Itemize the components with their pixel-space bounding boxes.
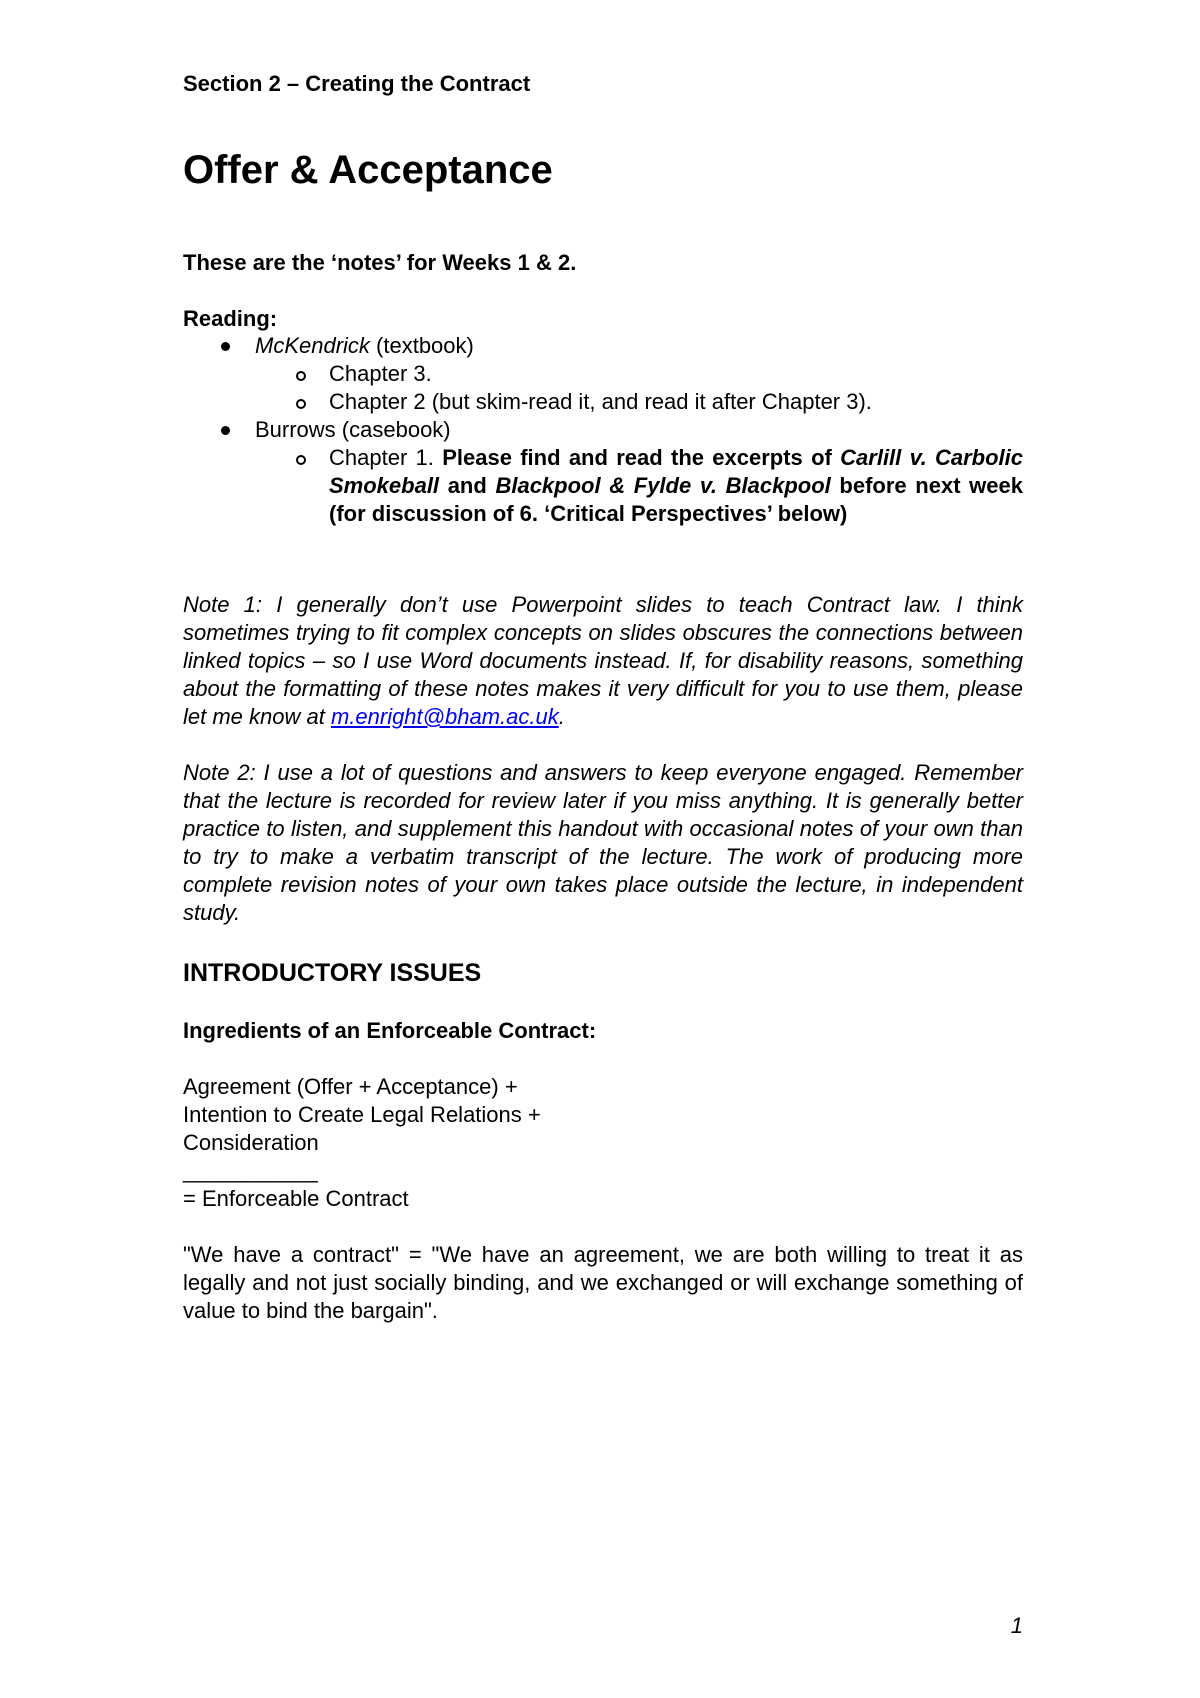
reading-list — [183, 332, 1023, 528]
section-heading: INTRODUCTORY ISSUES — [183, 959, 482, 987]
chapter-text: Chapter 3. — [329, 361, 432, 386]
case-name: Carlill v. Carbolic Smokeball — [329, 445, 1024, 498]
bullet-icon — [221, 426, 230, 435]
reading-label: Reading: — [183, 306, 278, 331]
formula-result: = Enforceable Contract — [183, 1186, 409, 1211]
chapter-text: Chapter 1. — [329, 445, 443, 470]
section-title: Section 2 – Creating the Contract — [183, 71, 531, 96]
reading-item-mckendrick — [183, 332, 1023, 360]
circle-bullet-icon — [296, 399, 306, 409]
note-2: Note 2: I use a lot of questions and answers to keep everyone engaged. Remember that the lecture is recorded for review later if you miss anything. It is generally better practice to listen, and supplement this handout with occasional notes of your own than to try to make a verbatim transcript of the lecture. The work of producing more complete revision notes of your own takes place outside the lecture, in independent study. — [183, 760, 1023, 925]
formula-line: Consideration — [183, 1130, 319, 1155]
bullet-icon — [221, 342, 230, 351]
formula-line: Intention to Create Legal Relations + — [183, 1102, 541, 1127]
document-page — [183, 0, 1023, 1698]
reading-item-burrows — [183, 416, 1023, 444]
formula-line: Agreement (Offer + Acceptance) + — [183, 1074, 518, 1099]
reading-subitem — [183, 360, 1023, 388]
contract-formula — [183, 1073, 1023, 1213]
note-1: Note 1: I generally don’t use Powerpoint slides to teach Contract law. I think sometimes trying to fit complex concepts on slides obscures the connections between linked topics – so I use Word documents instead. If, for disability reasons, something about the formatting of these notes makes it very difficult for you to use them, please let me know at m.enright@bham.ac.uk. — [183, 592, 1023, 729]
contract-definition: "We have a contract" = "We have an agreement, we are both willing to treat it as legally and not just socially binding, and we exchanged or will exchange something of value to bind the bargain". — [183, 1242, 1023, 1323]
circle-bullet-icon — [296, 371, 306, 381]
reading-subitem — [183, 388, 1023, 416]
chapter-text: Chapter 2 (but skim-read it, and read it after Chapter 3). — [329, 389, 872, 414]
circle-bullet-icon — [296, 455, 306, 465]
textbook-type: (textbook) — [369, 333, 474, 358]
page-number: 1 — [1010, 1613, 1023, 1638]
reading-instruction: Please find and read the excerpts of Carlill v. Carbolic Smokeball and Blackpool & Fylde v. Blackpool before next week (for discussion of 6. ‘Critical Perspectives’ below) — [329, 445, 1024, 526]
page-title: Offer & Acceptance — [183, 148, 553, 192]
reading-subitem — [183, 444, 1023, 528]
case-name: Blackpool & Fylde v. Blackpool — [495, 473, 831, 498]
formula-divider: ___________ — [183, 1158, 318, 1183]
subheading: Ingredients of an Enforceable Contract: — [183, 1018, 597, 1043]
casebook-label: Burrows (casebook) — [255, 417, 451, 442]
email-link[interactable]: m.enright@bham.ac.uk — [330, 704, 559, 729]
intro-text: These are the ‘notes’ for Weeks 1 & 2. — [183, 250, 577, 275]
textbook-author: McKendrick — [255, 333, 370, 358]
